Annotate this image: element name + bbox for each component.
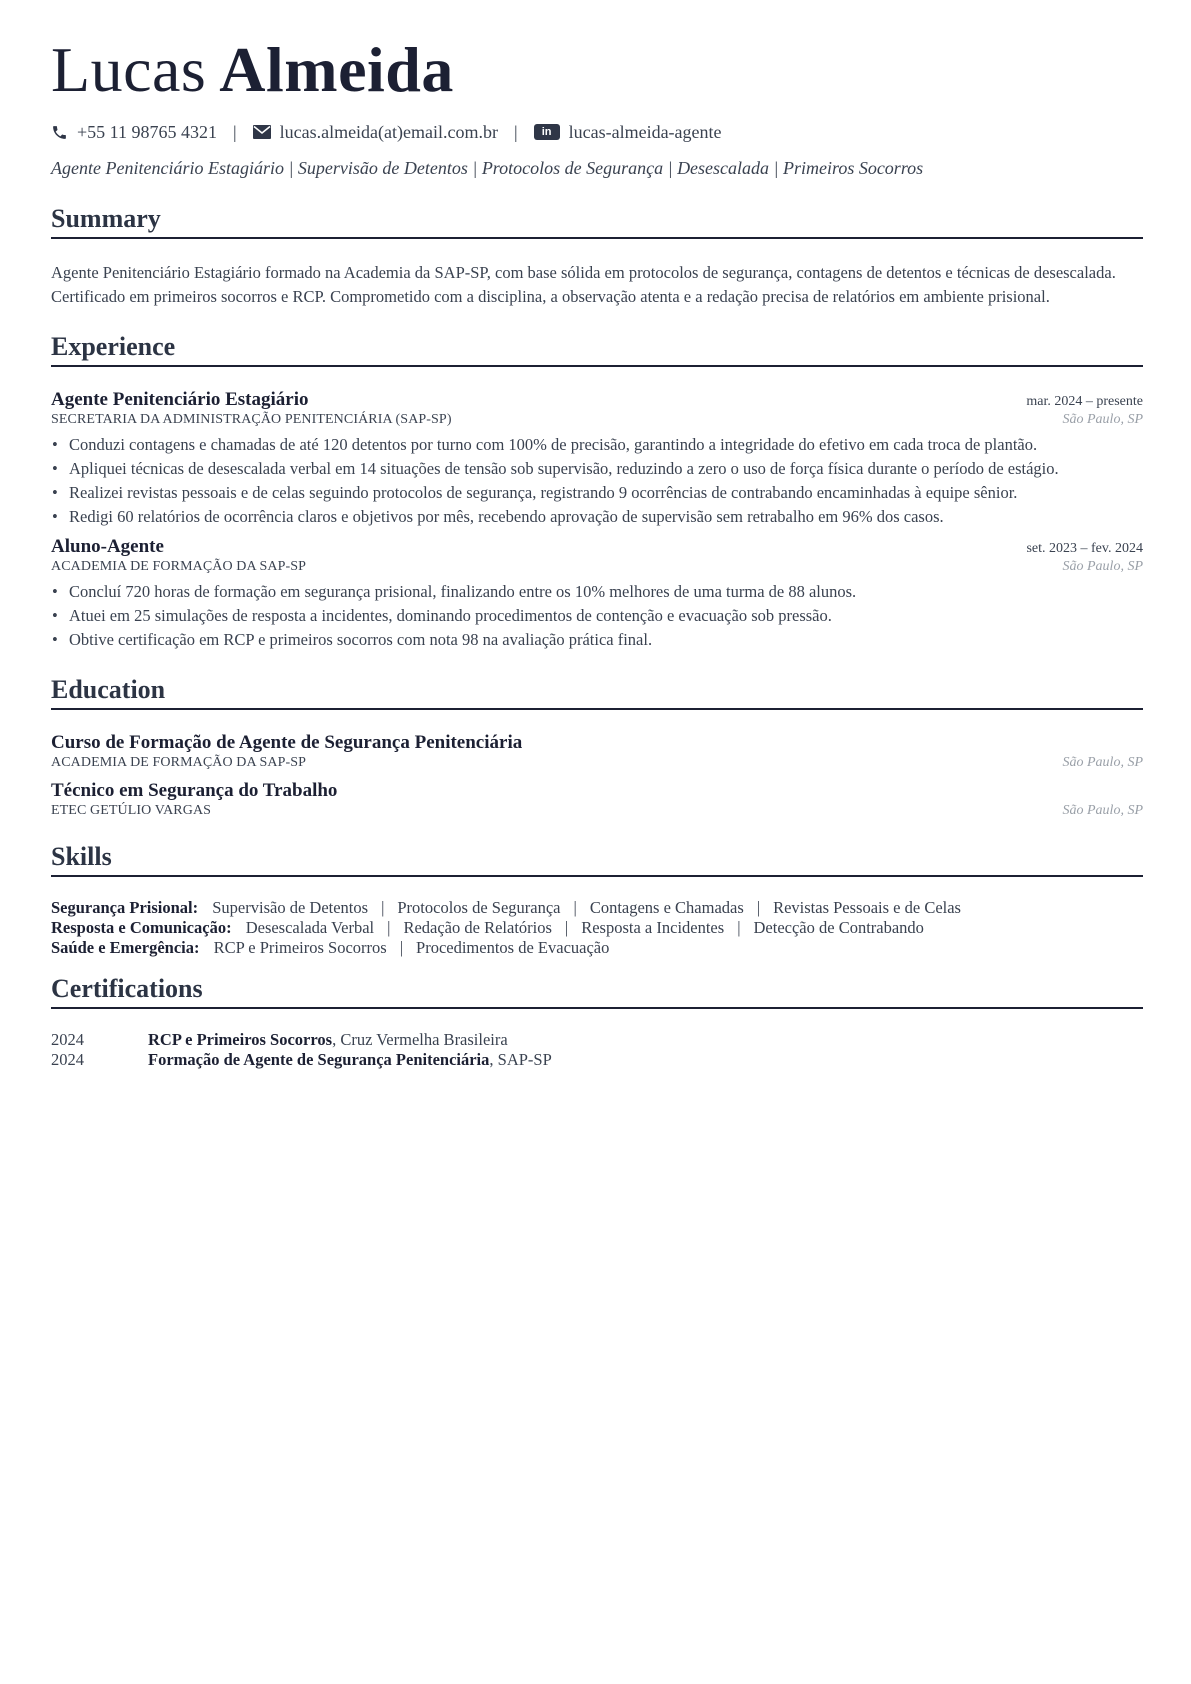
email-icon <box>253 125 280 139</box>
section-title-skills: Skills <box>51 841 1143 877</box>
skills-category: Resposta e Comunicação: <box>51 918 232 937</box>
list-item: • Redigi 60 relatórios de ocorrência claros e objetivos por mês, recebendo aprovação de supervisão sem retrabalho em 96% dos casos. <box>52 507 944 526</box>
degree-title: Técnico em Segurança do Trabalho <box>51 780 338 801</box>
section-title-summary: Summary <box>51 203 1143 239</box>
skill-item: Redação de Relatórios <box>403 918 552 937</box>
job-dates: set. 2023 – fev. 2024 <box>1026 541 1143 556</box>
skills-category: Segurança Prisional: <box>51 898 199 917</box>
skill-item: Resposta a Incidentes <box>581 918 725 937</box>
education-section <box>51 674 1143 819</box>
school-name: ACADEMIA DE FORMAÇÃO DA SAP-SP <box>51 755 307 770</box>
list-item: • Obtive certificação em RCP e primeiros socorros com nota 98 na avaliação prática final. <box>52 630 653 649</box>
linkedin-icon: in <box>534 124 560 140</box>
experience-section <box>51 331 1143 652</box>
phone-number: +55 11 98765 4321 <box>77 121 217 142</box>
certification-year: 2024 <box>51 1050 84 1069</box>
skills-group: Resposta e Comunicação: Desescalada Verbal | Redação de Relatórios | Resposta a Incidentes | Detecção de Contrabando <box>51 918 924 937</box>
education-entry <box>51 780 1143 819</box>
education-entry <box>51 732 1143 771</box>
certification-row <box>51 1050 1143 1070</box>
list-item: • Apliquei técnicas de desescalada verbal em 14 situações de tensão sob supervisão, reduzindo a zero o uso de força física durante o período de estágio. <box>52 459 1059 478</box>
list-item: • Conduzi contagens e chamadas de até 120 detentos por turno com 100% de precisão, garantindo a integridade do efetivo em cada troca de plantão. <box>52 435 1038 454</box>
contact-line <box>51 121 1143 143</box>
school-name: ETEC GETÚLIO VARGAS <box>51 803 212 818</box>
certifications-section <box>51 973 1143 1070</box>
skill-item: Detecção de Contrabando <box>753 918 924 937</box>
skill-item: Supervisão de Detentos <box>212 898 369 917</box>
summary-text: Agente Penitenciário Estagiário formado na Academia da SAP-SP, com base sólida em protocolos de segurança, contagens de detentos e técnicas de desescalada. Certificado em primeiros socorros e RCP. Comprometido com a disciplina, a observação atenta e a redação precisa de relatórios em ambiente prisional. <box>51 263 1116 306</box>
candidate-name <box>51 34 1143 105</box>
linkedin-contact[interactable] <box>534 122 722 143</box>
certification-issuer: , Cruz Vermelha Brasileira <box>332 1030 508 1049</box>
job-location: São Paulo, SP <box>1062 559 1143 574</box>
skills-category: Saúde e Emergência: <box>51 938 200 957</box>
list-item: • Concluí 720 horas de formação em segurança prisional, finalizando entre os 10% melhores de uma turma de 88 alunos. <box>52 582 857 601</box>
degree-title: Curso de Formação de Agente de Segurança Penitenciária <box>51 732 523 753</box>
job-title: Agente Penitenciário Estagiário <box>51 389 309 410</box>
linkedin-handle: lucas-almeida-agente <box>568 121 722 142</box>
certification-issuer: , SAP-SP <box>489 1050 552 1069</box>
phone-contact[interactable] <box>51 122 217 143</box>
skills-section <box>51 841 1143 958</box>
list-item: • Realizei revistas pessoais e de celas seguindo protocolos de segurança, registrando 9 ocorrências de contrabando encaminhadas à equipe sênior. <box>52 483 1018 502</box>
contact-separator: | <box>514 121 518 142</box>
skill-item: Contagens e Chamadas <box>589 898 744 917</box>
certification-name: RCP e Primeiros Socorros <box>148 1030 333 1049</box>
employer: SECRETARIA DA ADMINISTRAÇÃO PENITENCIÁRIA (SAP-SP) <box>51 412 452 427</box>
summary-section <box>51 203 1143 309</box>
headline: Agente Penitenciário Estagiário | Supervisão de Detentos | Protocolos de Segurança | Desescalada | Primeiros Socorros <box>51 158 924 178</box>
experience-entry <box>51 536 1143 652</box>
skill-item: Revistas Pessoais e de Celas <box>773 898 961 917</box>
skills-group: Segurança Prisional: Supervisão de Detentos | Protocolos de Segurança | Contagens e Chamadas | Revistas Pessoais e de Celas <box>51 898 961 917</box>
email-address: lucas.almeida(at)email.com.br <box>279 121 498 142</box>
certification-row <box>51 1030 1143 1050</box>
skill-item: Desescalada Verbal <box>245 918 375 937</box>
section-title-education: Education <box>51 674 1143 710</box>
section-title-certifications: Certifications <box>51 973 1143 1009</box>
job-location: São Paulo, SP <box>1062 412 1143 427</box>
last-name: Almeida <box>219 34 454 105</box>
skill-item: Procedimentos de Evacuação <box>416 938 610 957</box>
skill-item: RCP e Primeiros Socorros <box>213 938 387 957</box>
list-item: • Atuei em 25 simulações de resposta a incidentes, dominando procedimentos de contenção e evacuação sob pressão. <box>52 606 832 625</box>
phone-icon <box>51 124 77 141</box>
section-title-experience: Experience <box>51 331 1143 367</box>
experience-entry <box>51 389 1143 529</box>
job-bullets <box>51 433 1143 529</box>
certification-name: Formação de Agente de Segurança Penitenciária <box>148 1050 490 1069</box>
email-contact[interactable] <box>253 122 498 143</box>
job-dates: mar. 2024 – presente <box>1026 394 1143 409</box>
school-location: São Paulo, SP <box>1062 755 1143 770</box>
job-bullets <box>51 580 1143 652</box>
certification-year: 2024 <box>51 1030 84 1049</box>
skills-group: Saúde e Emergência: RCP e Primeiros Socorros | Procedimentos de Evacuação <box>51 938 610 957</box>
first-name: Lucas <box>51 34 207 105</box>
job-title: Aluno-Agente <box>51 536 164 557</box>
skill-item: Protocolos de Segurança <box>397 898 561 917</box>
employer: ACADEMIA DE FORMAÇÃO DA SAP-SP <box>51 559 307 574</box>
school-location: São Paulo, SP <box>1062 803 1143 818</box>
contact-separator: | <box>232 121 237 142</box>
